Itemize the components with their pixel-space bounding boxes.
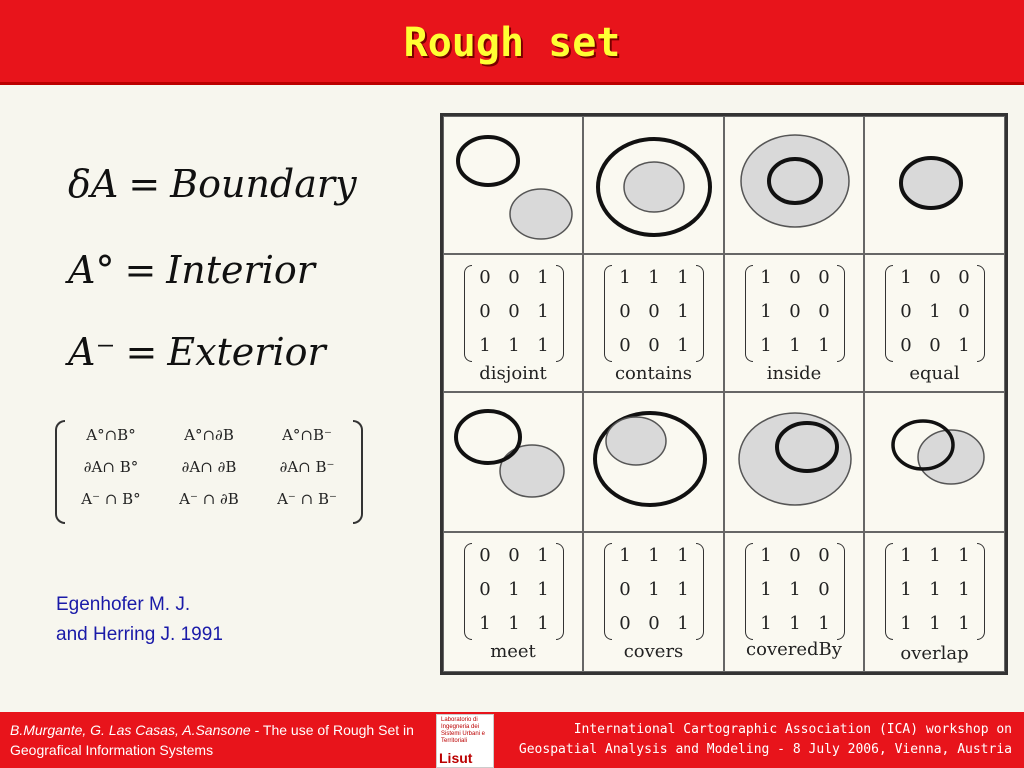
relation-label: contains — [614, 363, 693, 384]
matrix-value: 0 — [958, 267, 970, 288]
relation-label: equal — [909, 363, 960, 384]
matrix-value: 1 — [929, 301, 941, 322]
matrix-value: 1 — [537, 545, 549, 566]
matrix-value: 0 — [479, 579, 491, 600]
matrix-value: 1 — [677, 579, 689, 600]
matrix-value: 1 — [929, 613, 941, 634]
diagram-overlap — [864, 392, 1005, 532]
matrix-value: 1 — [508, 579, 520, 600]
footer-citation — [10, 720, 430, 760]
logo-text: Laboratorio di Ingegneria dei Sistemi Urbani e Territoriali — [441, 717, 486, 744]
matrix-value: 0 — [929, 335, 941, 356]
matrix-value: 0 — [648, 335, 660, 356]
relation-matrix — [885, 543, 985, 638]
relation-label: disjoint — [479, 363, 547, 384]
relation-matrix — [745, 265, 845, 360]
relation-matrix — [604, 265, 704, 360]
matrix-value: 0 — [818, 545, 830, 566]
matrix-value: 1 — [760, 545, 772, 566]
lisut-logo — [436, 714, 494, 768]
relation-matrix — [464, 543, 564, 638]
matrix-value: 1 — [537, 267, 549, 288]
matrix-cell: A⁻ ∩ B° — [81, 490, 141, 508]
matrix-cell: ∂A∩ ∂B — [181, 458, 237, 476]
overlap-shapes — [865, 393, 1006, 533]
nine-intersection-matrix — [55, 420, 363, 520]
matrix-value: 1 — [677, 545, 689, 566]
relation-covers — [583, 532, 724, 672]
matrix-value: 1 — [929, 579, 941, 600]
matrix-value: 1 — [677, 335, 689, 356]
matrix-value: 0 — [479, 301, 491, 322]
matrix-cell: A°∩B⁻ — [282, 426, 332, 444]
relation-matrix — [745, 543, 845, 638]
relation-matrix — [604, 543, 704, 638]
matrix-value: 1 — [789, 579, 801, 600]
relation-matrix — [885, 265, 985, 360]
relation-label: covers — [623, 641, 684, 662]
matrix-value: 1 — [537, 613, 549, 634]
matrix-value: 0 — [818, 267, 830, 288]
matrix-value: 1 — [789, 613, 801, 634]
eq-rhs: Exterior — [167, 330, 326, 374]
eq-rel: = — [125, 330, 158, 374]
matrix-value: 1 — [508, 335, 520, 356]
matrix-value: 1 — [900, 545, 912, 566]
coveredby-shapes — [725, 393, 865, 533]
footer-event-line-2: Geospatial Analysis and Modeling - 8 July 2006, Vienna, Austria — [518, 742, 1012, 757]
footer-paper-title: - The use of Rough Set in Geografical Information Systems — [10, 722, 414, 758]
title-divider — [0, 82, 1024, 85]
relation-equal — [864, 254, 1005, 392]
relation-meet — [443, 532, 583, 672]
relation-label: meet — [490, 641, 536, 662]
matrix-value: 0 — [619, 613, 631, 634]
relation-label: coveredBy — [746, 639, 842, 660]
equation-interior — [68, 248, 315, 292]
matrix-cell: A°∩B° — [86, 426, 136, 444]
equation-exterior — [68, 330, 326, 374]
matrix-cell: A⁻ ∩ B⁻ — [277, 490, 337, 508]
diagram-disjoint — [443, 116, 583, 254]
matrix-value: 1 — [677, 267, 689, 288]
disjoint-shapes — [444, 117, 584, 255]
footer-authors: B.Murgante, G. Las Casas, A.Sansone — [10, 722, 251, 738]
matrix-value: 1 — [958, 335, 970, 356]
diagram-meet — [443, 392, 583, 532]
matrix-value: 1 — [900, 267, 912, 288]
matrix-value: 0 — [789, 545, 801, 566]
footer-event — [452, 720, 1012, 760]
eq-rhs: Boundary — [170, 162, 357, 206]
matrix-value: 1 — [677, 301, 689, 322]
matrix-value: 1 — [619, 267, 631, 288]
matrix-cell: A°∩∂B — [184, 426, 234, 444]
relation-inside — [724, 254, 864, 392]
matrix-value: 1 — [537, 579, 549, 600]
matrix-value: 0 — [479, 545, 491, 566]
relation-matrix — [464, 265, 564, 360]
diagram-covers — [583, 392, 724, 532]
matrix-value: 1 — [958, 545, 970, 566]
matrix-value: 1 — [760, 335, 772, 356]
matrix-value: 0 — [648, 613, 660, 634]
matrix-value: 1 — [508, 613, 520, 634]
matrix-cell: ∂A∩ B⁻ — [279, 458, 335, 476]
matrix-value: 1 — [648, 579, 660, 600]
matrix-value: 1 — [818, 613, 830, 634]
matrix-value: 1 — [619, 545, 631, 566]
eq-lhs: A⁻ — [68, 330, 116, 374]
matrix-value: 0 — [619, 579, 631, 600]
diagram-equal — [864, 116, 1005, 254]
matrix-value: 1 — [760, 267, 772, 288]
matrix-value: 0 — [508, 301, 520, 322]
relation-label: overlap — [900, 643, 969, 664]
matrix-value: 0 — [929, 267, 941, 288]
matrix-value: 0 — [900, 301, 912, 322]
matrix-value: 1 — [760, 579, 772, 600]
matrix-value: 0 — [958, 301, 970, 322]
eq-lhs: A° — [68, 248, 115, 292]
matrix-value: 1 — [818, 335, 830, 356]
matrix-value: 1 — [789, 335, 801, 356]
relation-contains — [583, 254, 724, 392]
matrix-value: 1 — [648, 545, 660, 566]
matrix-value: 1 — [929, 545, 941, 566]
footer-event-line-1: International Cartographic Association (ICA) workshop on — [573, 722, 1012, 737]
logo-mark: Lisut — [439, 750, 473, 766]
matrix-value: 0 — [818, 301, 830, 322]
meet-shapes — [444, 393, 584, 533]
matrix-value: 1 — [900, 579, 912, 600]
matrix-value: 0 — [479, 267, 491, 288]
matrix-value: 0 — [648, 301, 660, 322]
relation-disjoint — [443, 254, 583, 392]
footer-bar — [0, 712, 1024, 768]
eq-rel: = — [128, 162, 161, 206]
matrix-value: 0 — [508, 545, 520, 566]
eq-rhs: Interior — [166, 248, 315, 292]
equal-shapes — [865, 117, 1006, 255]
diagram-inside — [724, 116, 864, 254]
matrix-value: 1 — [479, 613, 491, 634]
matrix-value: 0 — [900, 335, 912, 356]
relation-overlap — [864, 532, 1005, 672]
eq-lhs: δA — [68, 162, 119, 206]
matrix-value: 0 — [619, 301, 631, 322]
matrix-value: 1 — [958, 579, 970, 600]
matrix-value: 0 — [789, 301, 801, 322]
matrix-value: 1 — [537, 301, 549, 322]
matrix-value: 0 — [789, 267, 801, 288]
matrix-value: 0 — [619, 335, 631, 356]
slide-title: Rough set — [403, 20, 621, 66]
matrix-value: 1 — [677, 613, 689, 634]
matrix-value: 1 — [760, 613, 772, 634]
diagram-coveredby — [724, 392, 864, 532]
contains-shapes — [584, 117, 725, 255]
relation-label: inside — [766, 363, 822, 384]
inside-shapes — [725, 117, 865, 255]
reference-line-2: and Herring J. 1991 — [56, 624, 223, 645]
reference-line-1: Egenhofer M. J. — [56, 594, 191, 615]
matrix-cell: A⁻ ∩ ∂B — [179, 490, 239, 508]
matrix-value: 0 — [508, 267, 520, 288]
relations-grid — [440, 113, 1008, 675]
equation-boundary — [68, 162, 357, 206]
matrix-value: 0 — [818, 579, 830, 600]
matrix-value: 1 — [760, 301, 772, 322]
matrix-cell: ∂A∩ B° — [83, 458, 139, 476]
matrix-value: 1 — [900, 613, 912, 634]
eq-rel: = — [124, 248, 157, 292]
matrix-value: 1 — [537, 335, 549, 356]
matrix-value: 1 — [648, 267, 660, 288]
matrix-value: 1 — [479, 335, 491, 356]
relation-coveredby — [724, 532, 864, 672]
covers-shapes — [584, 393, 725, 533]
diagram-contains — [583, 116, 724, 254]
matrix-value: 1 — [958, 613, 970, 634]
